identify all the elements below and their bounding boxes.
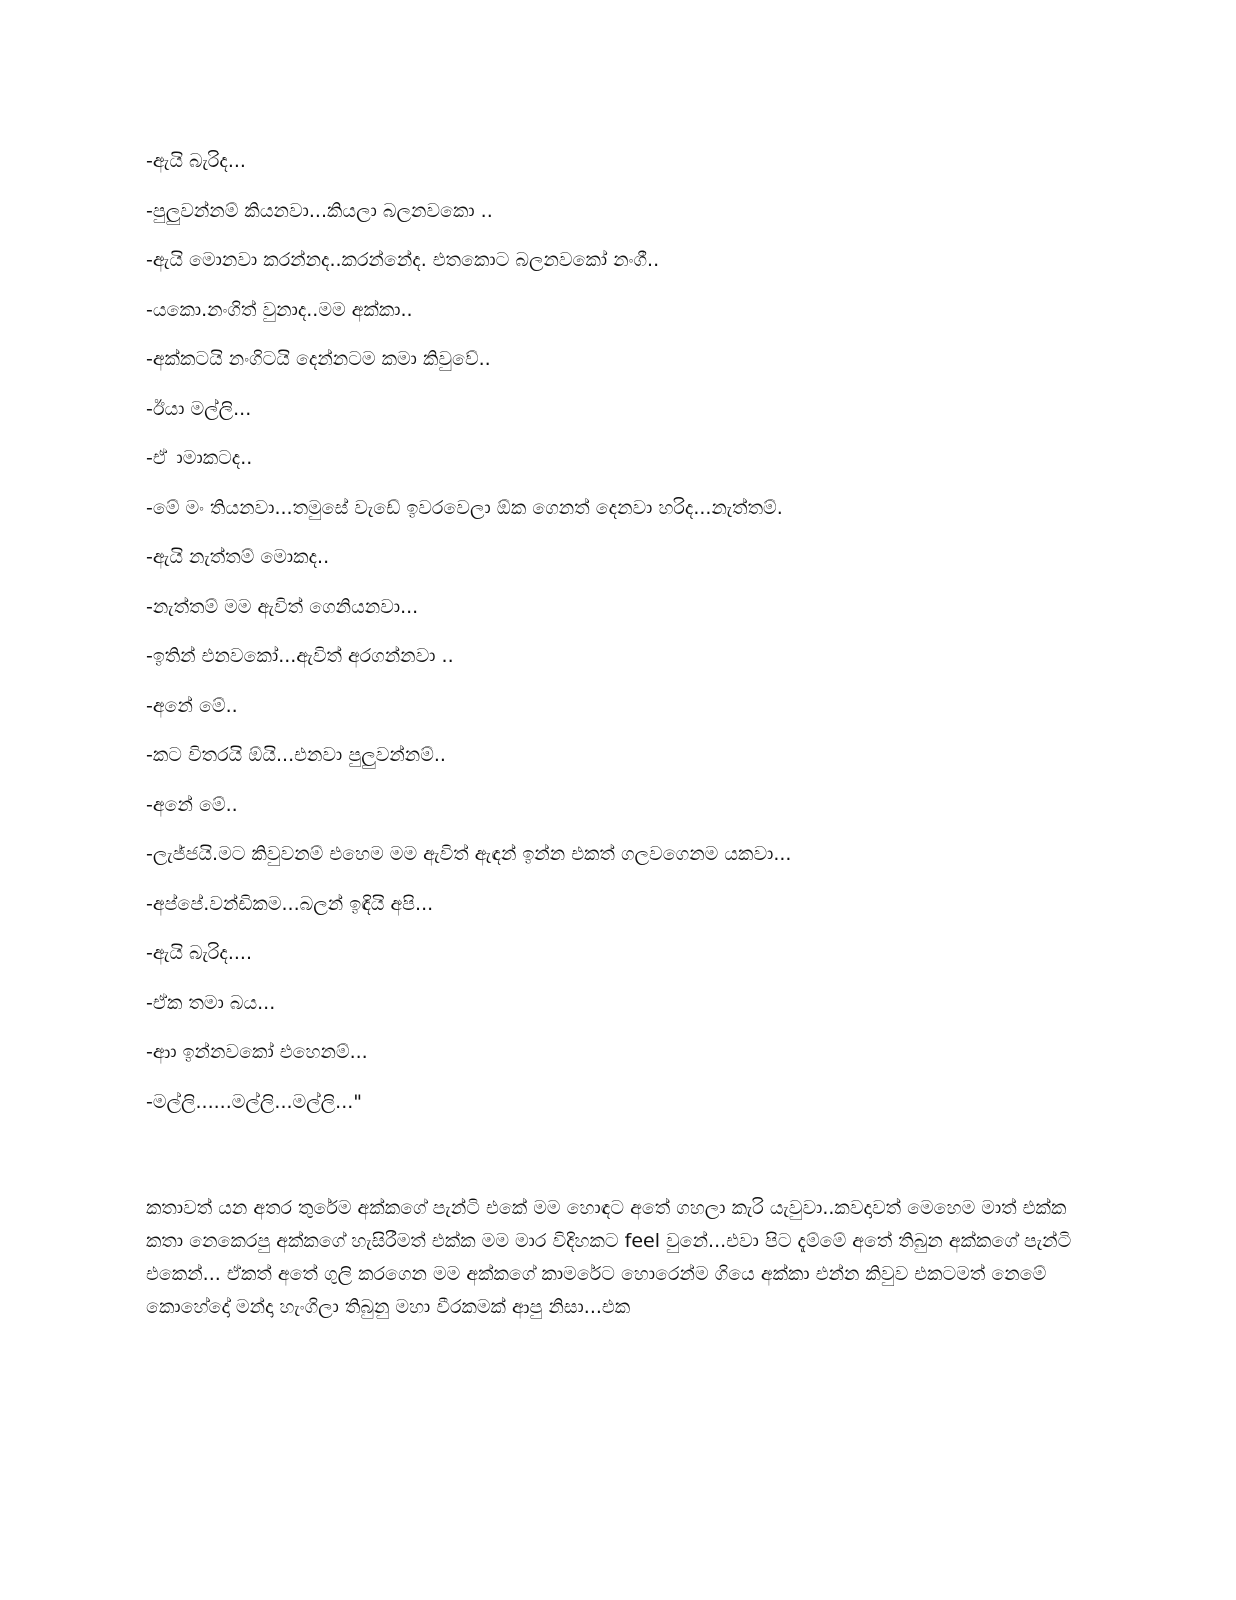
dialogue-line: -නැත්තම් මම ඇවිත් ගෙනියනවා... xyxy=(146,595,419,618)
dialogue-line: -අප්පේ.වන්ඩිකම...බලන් ඉඳියි අපි... xyxy=(146,892,434,915)
dialogue-line: -යකො.නංගිත් වුනාද..මම අක්කා.. xyxy=(146,298,413,321)
dialogue-line: -ඇයි මොනවා කරන්නද..කරන්නේද. එතකොට බලනවකෝ නංගී.. xyxy=(146,249,660,271)
dialogue-line: -ඊයා මල්ලි... xyxy=(146,397,252,420)
dialogue-line: -ඇයි බැරිද.... xyxy=(146,942,253,964)
dialogue-line: -ආා ඉන්නවකෝ එහෙනම්... xyxy=(146,1041,368,1063)
dialogue-line: -පුලුවන්නම් කියනවා...කියලා බලනවකො .. xyxy=(146,199,493,222)
dialogue-list xyxy=(146,145,1106,1135)
dialogue-line: -ලැජ්ජයි.මට කිවුවනම් එහෙම මම ඇවිත් ඇඳන් ඉන්න එකත් ගලවගෙනම යකවා... xyxy=(146,843,792,865)
dialogue-line: -ඉතින් එනවකෝ...ඇවිත් අරගන්නවා .. xyxy=(146,645,454,667)
dialogue-line: -අක්කටයි නංගිටයි දෙන්නටම කමා කිවුවේ.. xyxy=(146,348,491,370)
dialogue-line: -මල්ලි......මල්ලි...මල්ලි..." xyxy=(146,1090,363,1113)
dialogue-line: -ඇයි බැරිද... xyxy=(146,150,246,172)
dialogue-line: -ඇයි නැත්තම් මොකද.. xyxy=(146,546,330,568)
dialogue-line: -ඒක තමා බය... xyxy=(146,991,276,1014)
dialogue-line: -ඒ ාමාකටද.. xyxy=(146,447,253,469)
dialogue-line: -කට විතරයි ඕයි...එනවා පුලුවන්නම්.. xyxy=(146,744,446,766)
dialogue-line: -අනේ මේ.. xyxy=(146,793,238,816)
narrative-paragraph: කතාවත් යන අතර තුරේම අක්කගේ පැන්ටි එකේ මම හොඳට අතේ ගහලා කැරි යැවුවා..කවදාවත් මෙහෙම මාත් එක්ක කතා නෙකෙරපු අක්කගේ හැසිරීමත් එක්ක මම මාර විදිහකට feel වුනේ...එවා පිට දැම්මේ අතේ තිබුන අක්කගේ පැන්ටි එකෙන්... ඒකත් අතේ ගුලි කරගෙන මම අක්කගේ කාමරේට හොරෙන්ම ගියෙ අක්කා එන්න කිවුව එකටමත් නෙමේ කොහේදෝ මන්දා හැංගිලා තිබුනු මහා වීරකමක් ආපු නිසා...එක xyxy=(146,1197,1072,1318)
dialogue-line: -අනේ මේ.. xyxy=(146,694,238,717)
dialogue-line: -මේ මං තියනවා...තමුසේ වැඩේ ඉවරවෙලා ඕක ගෙනත් දෙනවා හරිද...නැත්තම්. xyxy=(146,496,783,519)
